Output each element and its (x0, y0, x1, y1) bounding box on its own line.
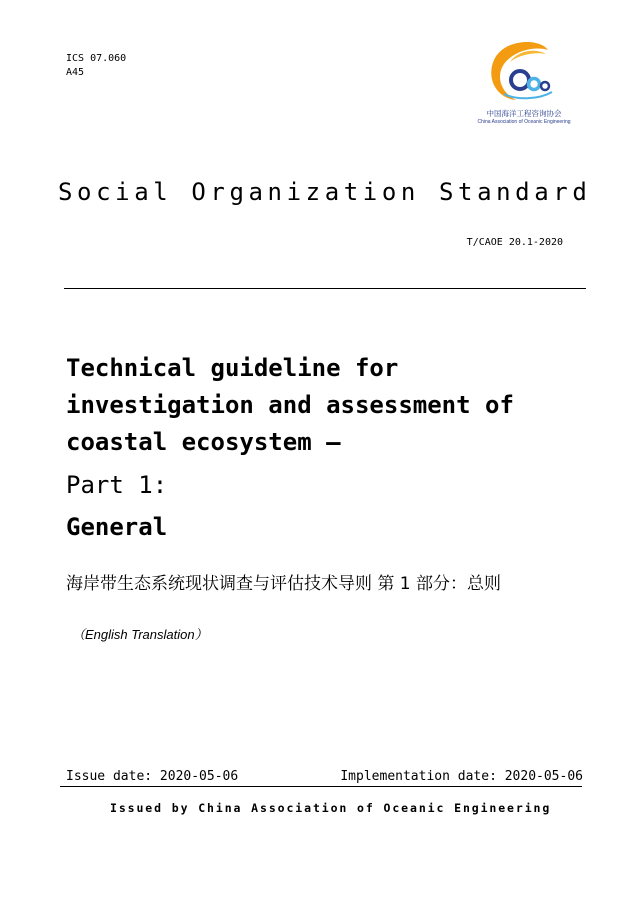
standard-type-heading: Social Organization Standard (58, 178, 592, 206)
organization-logo (474, 38, 574, 130)
logo-name-en: China Association of Oceanic Engineering (477, 119, 571, 125)
logo-name-cn: 中国海洋工程咨询协会 (486, 109, 562, 118)
ics-classification (66, 52, 126, 80)
cao-logo-icon (486, 38, 562, 106)
ics-code: ICS 07.060 (66, 53, 127, 64)
ccs-code: A45 (66, 67, 85, 78)
part-name: General (66, 513, 168, 541)
title-line-3: coastal ecosystem — (66, 428, 341, 456)
issue-date: Issue date: 2020-05-06 (66, 769, 239, 784)
part-number: Part 1: (66, 471, 168, 499)
title-line-1: Technical guideline for (66, 354, 399, 382)
document-title (66, 350, 514, 461)
top-divider (64, 288, 586, 289)
issuer-line: Issued by China Association of Oceanic Engineering (110, 801, 552, 815)
bottom-divider (60, 786, 582, 787)
translation-note: （English Translation） (72, 627, 208, 642)
implementation-date: Implementation date: 2020-05-06 (340, 769, 583, 784)
standard-code: T/CAOE 20.1-2020 (466, 237, 563, 248)
title-line-2: investigation and assessment of (66, 391, 514, 419)
chinese-title: 海岸带生态系统现状调查与评估技术导则 第 1 部分：总则 (66, 574, 502, 594)
